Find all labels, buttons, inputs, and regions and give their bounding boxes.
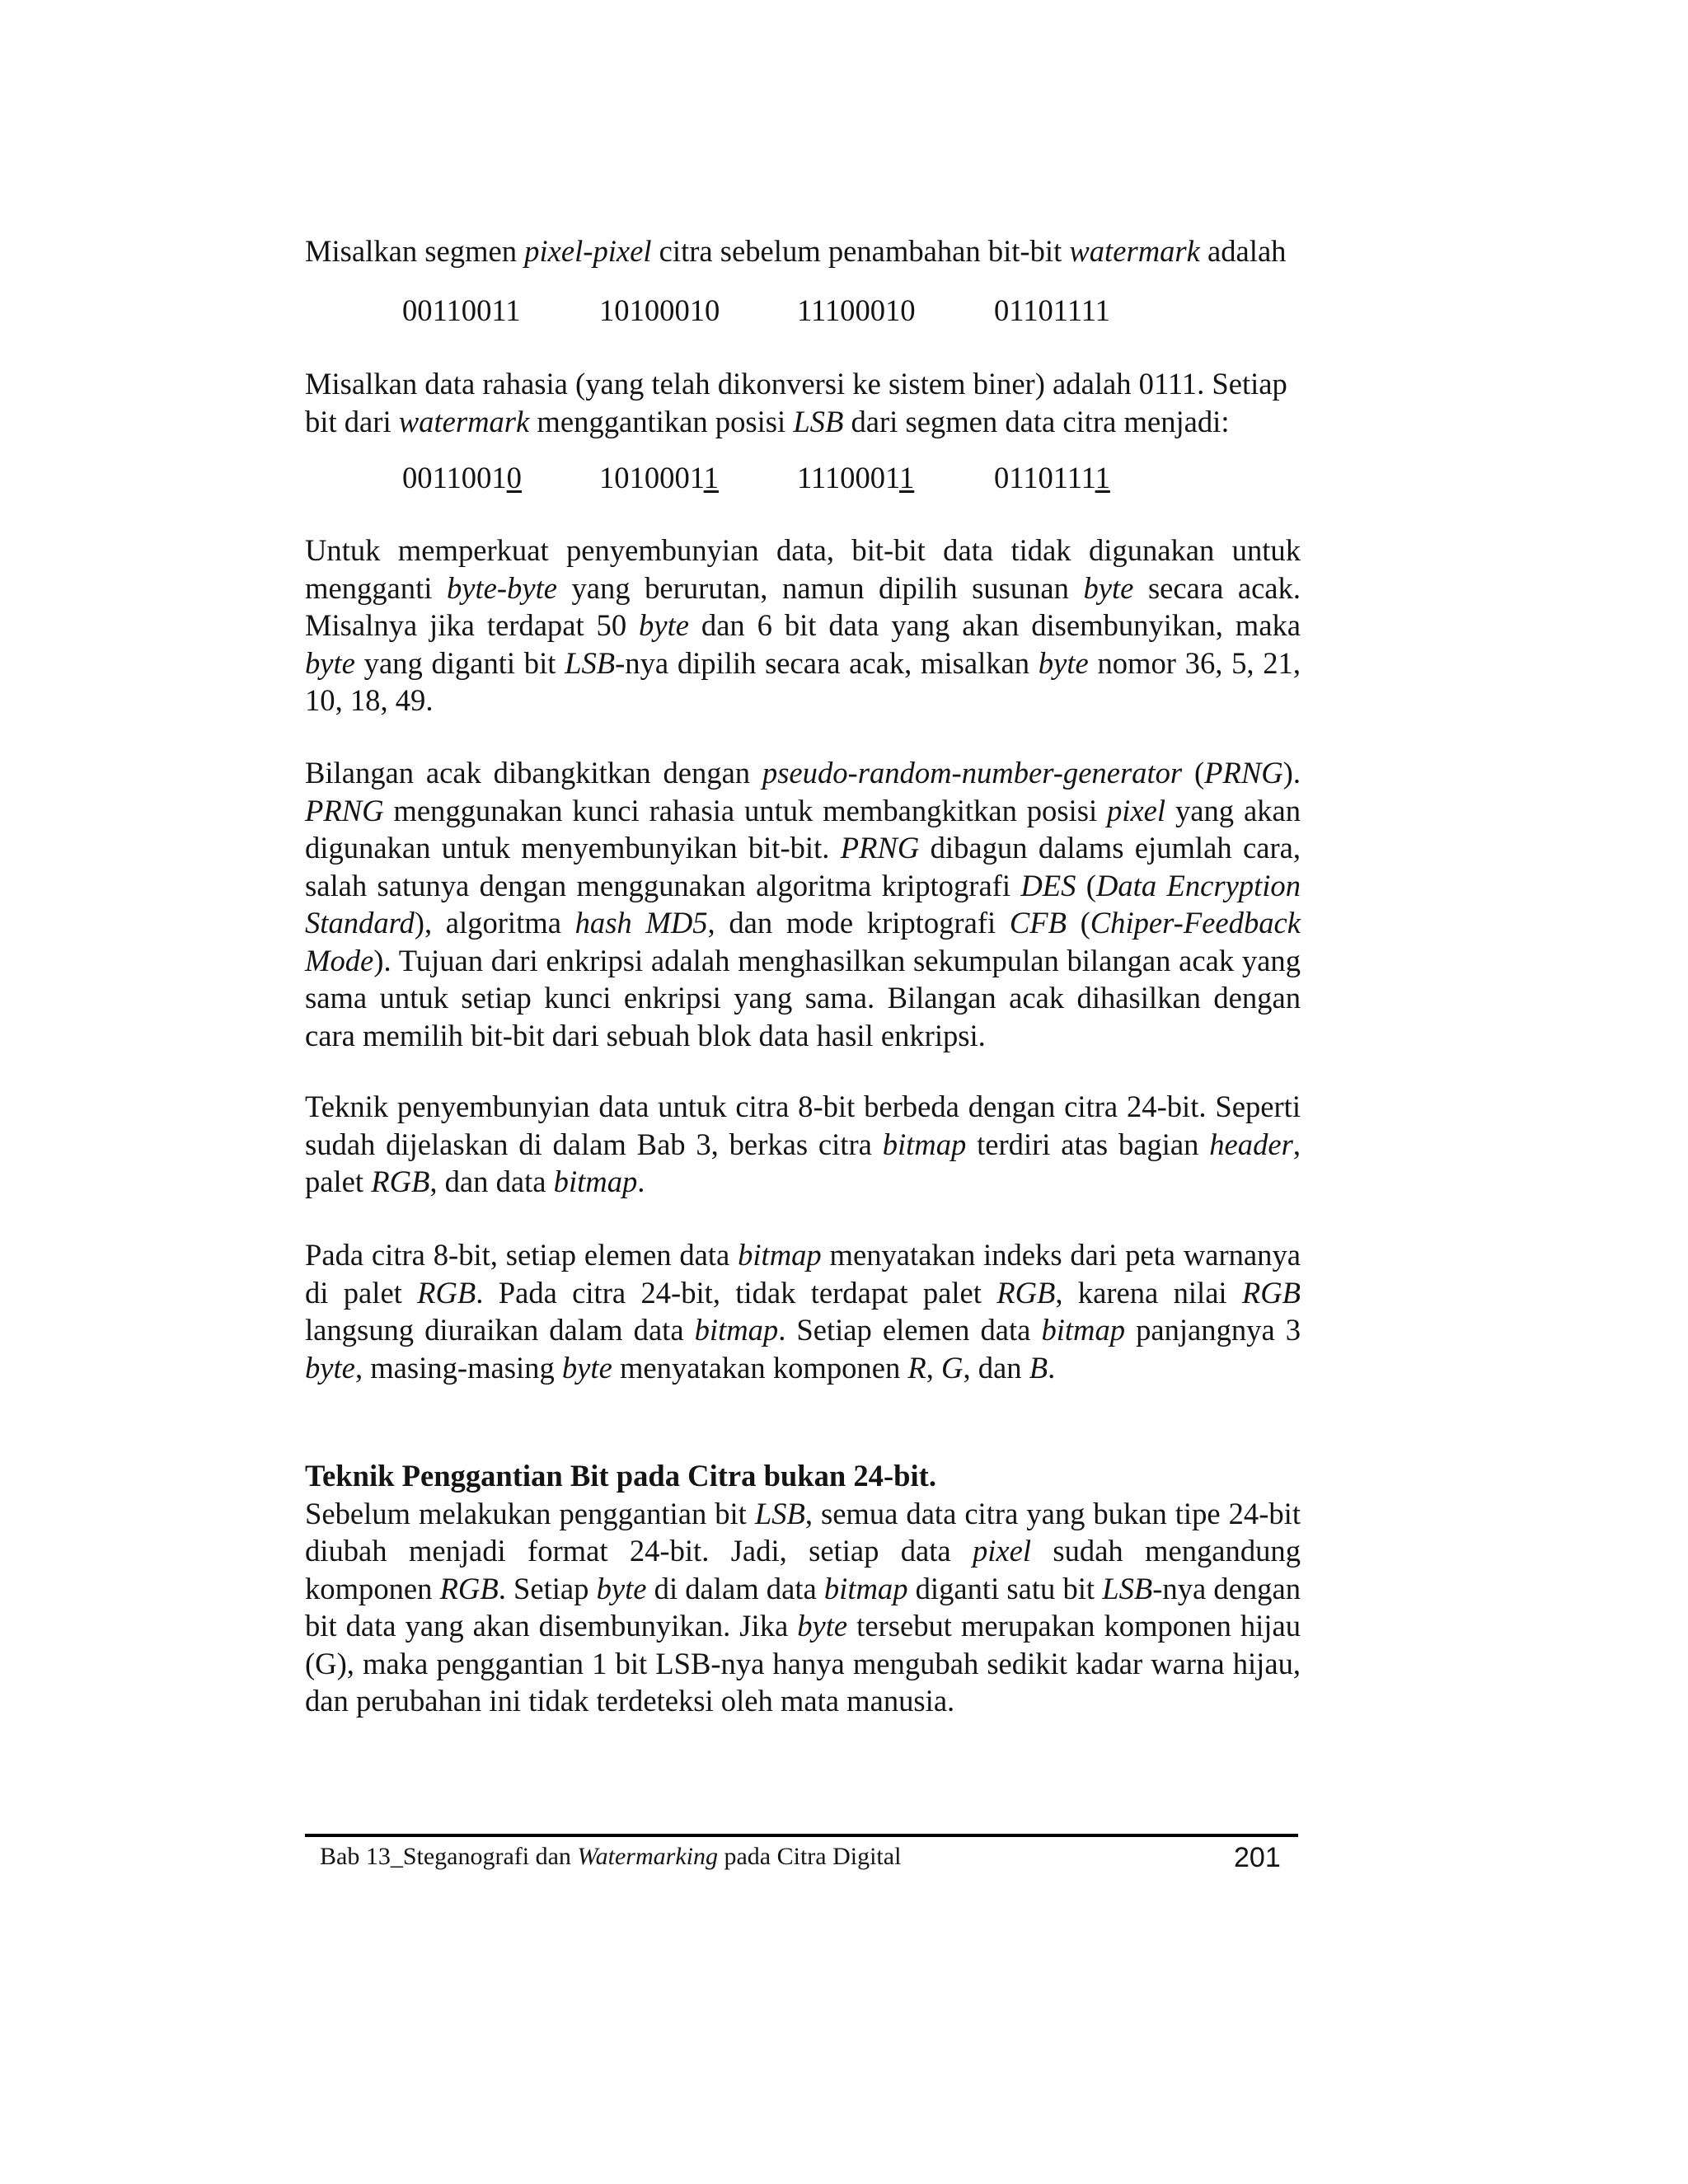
page-number: 201: [1234, 1842, 1281, 1873]
bit-group: 10100011: [599, 461, 719, 494]
section-heading: Teknik Penggantian Bit pada Citra bukan 24-bit.: [305, 1459, 936, 1493]
bit-group: 01101111: [994, 293, 1110, 327]
lsb-bit: 0: [506, 461, 522, 494]
footer-chapter-title: Bab 13_Steganografi dan Watermarking pada Citra Digital: [320, 1843, 902, 1870]
section-paragraph: Sebelum melakukan penggantian bit LSB, semua data citra yang bukan tipe 24-bit diubah menjadi format 24-bit. Jadi, setiap data pixel sudah mengandung komponen RGB. Setiap byte di dalam data bitmap diganti satu bit LSB-nya dengan bit data yang akan disembunyikan. Jika byte tersebut merupakan komponen hijau (G), maka penggantian 1 bit LSB-nya hanya mengubah sedikit kadar warna hijau, dan perubahan ini tidak terdeteksi oleh mata manusia.: [305, 1496, 1301, 1718]
bit-group: 11100011: [797, 461, 915, 494]
technique-paragraph: Teknik penyembunyian data untuk citra 8-bit berbeda dengan citra 24-bit. Seperti sudah dijelaskan di dalam Bab 3, berkas citra bitmap terdiri atas bagian header, palet RGB, dan data bitmap.: [305, 1090, 1301, 1198]
section-block: [305, 1457, 1301, 1720]
footer-divider: [305, 1834, 1298, 1837]
bits-before-row: [402, 292, 1226, 330]
eight-bit-paragraph: Pada citra 8-bit, setiap elemen data bitmap menyatakan indeks dari peta warnanya di palet RGB. Pada citra 24-bit, tidak terdapat palet RGB, karena nilai RGB langsung diuraikan dalam data bitmap. Setiap elemen data bitmap panjangnya 3 byte, masing-masing byte menyatakan komponen R, G, dan B.: [305, 1238, 1301, 1385]
lsb-bit: 1: [898, 461, 915, 494]
bit-group: 11100010: [797, 293, 916, 327]
secret-paragraph: Misalkan data rahasia (yang telah dikonversi ke sistem biner) adalah 0111. Setiap bit dari watermark menggantikan posisi LSB dari segmen data citra menjadi:: [305, 367, 1287, 438]
bit-group: 10100010: [599, 293, 720, 327]
bit-group: 00110011: [402, 293, 521, 327]
random-byte-paragraph: Untuk memperkuat penyembunyian data, bit-bit data tidak digunakan untuk mengganti byte-byte yang berurutan, namun dipilih susunan byte secara acak. Misalnya jika terdapat 50 byte dan 6 bit data yang akan disembunyikan, maka byte yang diganti bit LSB-nya dipilih secara acak, misalkan byte nomor 36, 5, 21, 10, 18, 49.: [305, 533, 1301, 717]
lsb-bit: 1: [1095, 461, 1110, 494]
prng-paragraph: Bilangan acak dibangkitkan dengan pseudo-random-number-generator (PRNG). PRNG menggunakan kunci rahasia untuk membangkitkan posisi pixel yang akan digunakan untuk menyembunyikan bit-bit. PRNG dibagun dalams ejumlah cara, salah satunya dengan menggunakan algoritma kriptografi DES (Data Encryption Standard), algoritma hash MD5, dan mode kriptografi CFB (Chiper-Feedback Mode). Tujuan dari enkripsi adalah menghasilkan sekumpulan bilangan acak yang sama untuk setiap kunci enkripsi yang sama. Bilangan acak dihasilkan dengan cara memilih bit-bit dari sebuah blok data hasil enkripsi.: [305, 756, 1301, 1052]
bit-group: 00110010: [402, 461, 522, 494]
bit-group: 01101111: [994, 461, 1110, 494]
lsb-bit: 1: [703, 461, 719, 494]
bits-after-row: [402, 459, 1226, 497]
intro-paragraph: Misalkan segmen pixel-pixel citra sebelum penambahan bit-bit watermark adalah: [305, 234, 1287, 268]
